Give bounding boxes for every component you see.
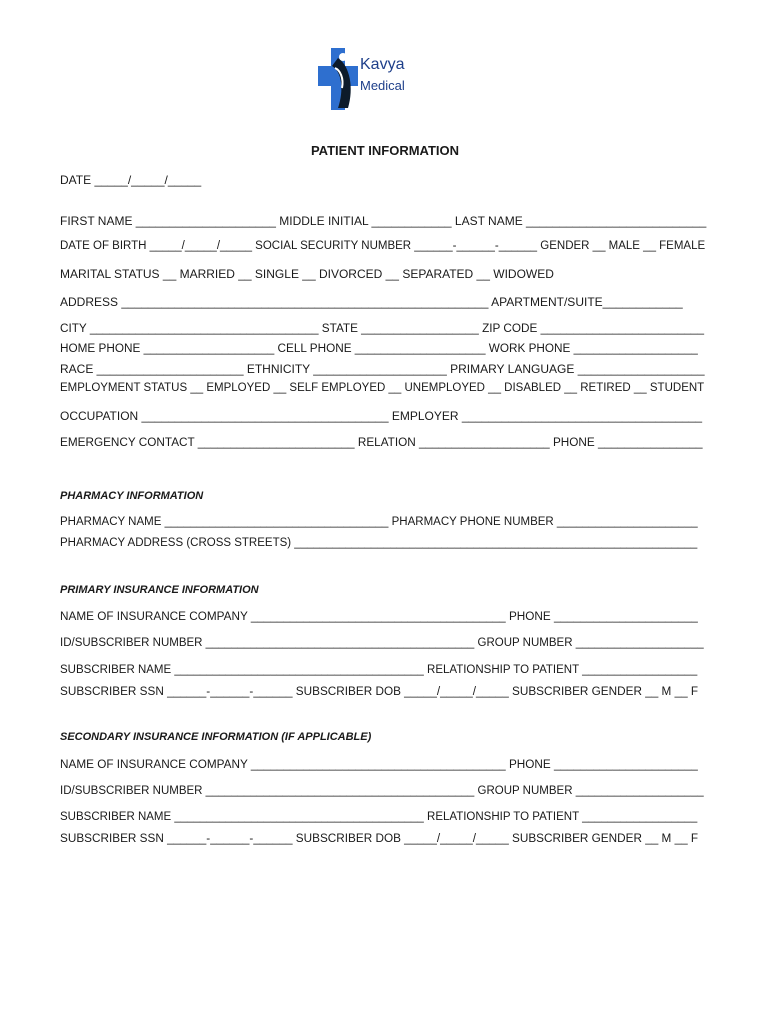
dob-ssn-gender-fields[interactable]: DATE OF BIRTH _____/_____/_____ SOCIAL SECURITY NUMBER ______-______-______ GENDER __ MALE __ FEMALE	[60, 240, 706, 252]
pharmacy-address-field[interactable]: PHARMACY ADDRESS (CROSS STREETS) _______________________________________________________________	[60, 537, 698, 549]
city-state-zip-fields[interactable]: CITY ___________________________________ STATE __________________ ZIP CODE _________________________	[60, 322, 704, 335]
secondary-insurance-company-field[interactable]: NAME OF INSURANCE COMPANY _______________________________________ PHONE ______________________	[60, 758, 698, 771]
phone-fields[interactable]: HOME PHONE ____________________ CELL PHONE ____________________ WORK PHONE ___________________	[60, 342, 698, 355]
pharmacy-name-phone-fields[interactable]: PHARMACY NAME ___________________________________ PHARMACY PHONE NUMBER ______________________	[60, 516, 698, 528]
primary-insurance-id-field[interactable]: ID/SUBSCRIBER NUMBER __________________________________________ GROUP NUMBER ____________________	[60, 637, 704, 649]
primary-insurance-company-field[interactable]: NAME OF INSURANCE COMPANY _______________________________________ PHONE ______________________	[60, 610, 698, 623]
name-fields[interactable]: FIRST NAME _____________________ MIDDLE INITIAL ____________ LAST NAME ___________________________	[60, 214, 707, 228]
secondary-subscriber-ssn-field[interactable]: SUBSCRIBER SSN ______-______-______ SUBSCRIBER DOB _____/_____/_____ SUBSCRIBER GENDER __ M __ F	[60, 832, 699, 845]
primary-insurance-heading: PRIMARY INSURANCE INFORMATION	[60, 584, 259, 596]
occupation-employer-fields[interactable]: OCCUPATION _____________________________________ EMPLOYER ____________________________________	[60, 409, 703, 423]
address-field[interactable]: ADDRESS _______________________________________________________ APARTMENT/SUITE____________	[60, 295, 683, 309]
page-title: PATIENT INFORMATION	[310, 143, 460, 158]
medical-cross-icon	[318, 48, 358, 110]
logo-name-line2: Medical	[360, 78, 405, 93]
logo-name-line1: Kavya	[360, 56, 405, 73]
pharmacy-heading: PHARMACY INFORMATION	[60, 490, 204, 502]
date-field[interactable]: DATE _____/_____/_____	[60, 173, 202, 187]
primary-subscriber-name-field[interactable]: SUBSCRIBER NAME _______________________________________ RELATIONSHIP TO PATIENT __________________	[60, 664, 698, 676]
secondary-subscriber-name-field[interactable]: SUBSCRIBER NAME _______________________________________ RELATIONSHIP TO PATIENT __________________	[60, 811, 698, 823]
marital-status-field[interactable]: MARITAL STATUS __ MARRIED __ SINGLE __ DIVORCED __ SEPARATED __ WIDOWED	[60, 267, 554, 281]
race-ethnicity-language-fields[interactable]: RACE ______________________ ETHNICITY ____________________ PRIMARY LANGUAGE ___________________	[60, 362, 705, 376]
emergency-contact-fields[interactable]: EMERGENCY CONTACT ________________________ RELATION ____________________ PHONE ________________	[60, 436, 703, 449]
secondary-insurance-heading: SECONDARY INSURANCE INFORMATION (IF APPLICABLE)	[60, 731, 372, 743]
primary-subscriber-ssn-field[interactable]: SUBSCRIBER SSN ______-______-______ SUBSCRIBER DOB _____/_____/_____ SUBSCRIBER GENDER __ M __ F	[60, 685, 699, 698]
secondary-insurance-id-field[interactable]: ID/SUBSCRIBER NUMBER __________________________________________ GROUP NUMBER ____________________	[60, 785, 704, 797]
employment-status-field[interactable]: EMPLOYMENT STATUS __ EMPLOYED __ SELF EMPLOYED __ UNEMPLOYED __ DISABLED __ RETIRED __ STUDENT	[60, 382, 705, 394]
